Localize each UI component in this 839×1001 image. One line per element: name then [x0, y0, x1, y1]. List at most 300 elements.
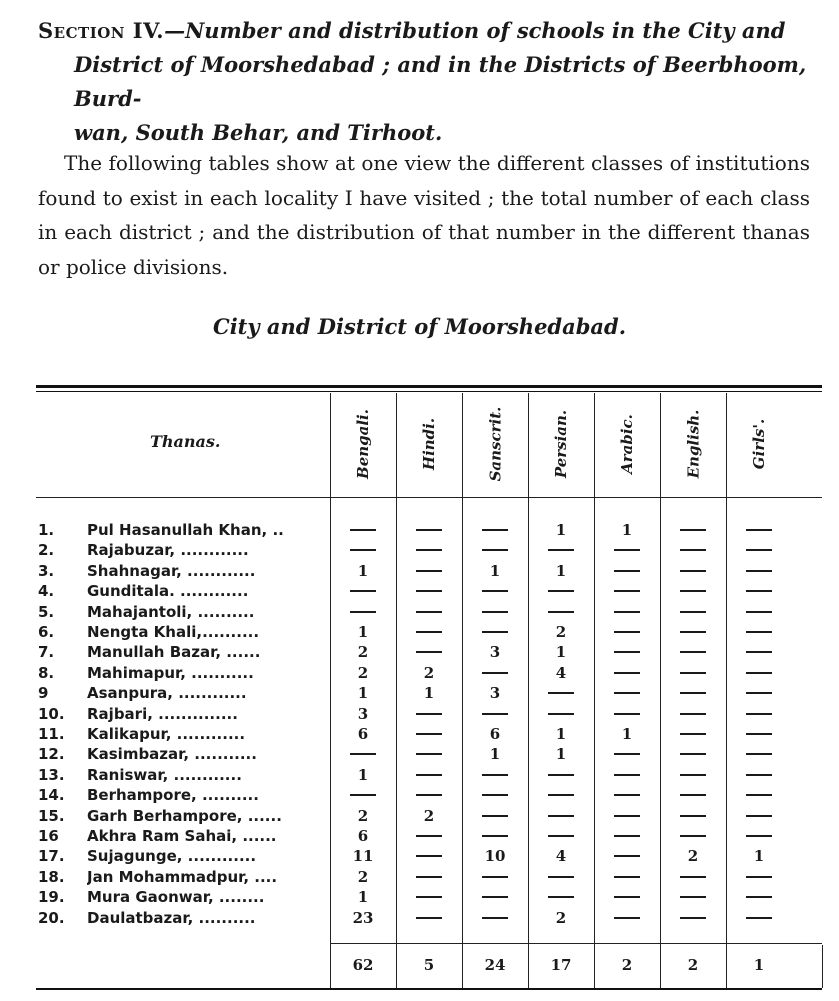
row-number: 12.: [38, 745, 65, 763]
cell-bengali: 62: [352, 956, 374, 974]
cell-persian: 1: [555, 643, 567, 661]
column-header-label: English.: [684, 409, 703, 479]
cell-sanscrit: [463, 521, 527, 539]
cell-bengali: 2: [357, 643, 369, 661]
cell-girls: [727, 521, 791, 539]
cell-english: [661, 582, 725, 600]
column-header-girls: [727, 392, 791, 496]
cell-bengali: 1: [357, 684, 369, 702]
dash-mark: [416, 549, 442, 551]
dash-mark: [416, 570, 442, 572]
dash-mark: [416, 774, 442, 776]
dash-mark: [614, 549, 640, 551]
cell-girls: [727, 705, 791, 723]
column-header-persian: [529, 392, 593, 496]
thana-name: Asanpura, ............: [87, 684, 247, 702]
cell-girls: [727, 623, 791, 641]
dash-mark: [482, 917, 508, 919]
cell-arabic: [595, 807, 659, 825]
cell-sanscrit: [463, 603, 527, 621]
cell-persian: [529, 868, 593, 886]
table-row: [0, 888, 839, 908]
dash-mark: [746, 713, 772, 715]
table-row: [0, 847, 839, 867]
cell-girls: [727, 827, 791, 845]
dash-mark: [614, 631, 640, 633]
cell-sanscrit: [463, 705, 527, 723]
dash-mark: [548, 794, 574, 796]
row-number: 19.: [38, 888, 65, 906]
cell-persian: 17: [550, 956, 572, 974]
cell-hindi: [397, 623, 461, 641]
cell-sanscrit: [463, 786, 527, 804]
table-header-rule: [36, 497, 822, 498]
dash-mark: [548, 549, 574, 551]
thana-name: Manullah Bazar, ......: [87, 643, 261, 661]
cell-english: [661, 888, 725, 906]
section-title-line-3: wan, South Behar, and Tirhoot.: [74, 120, 443, 145]
dash-mark: [680, 651, 706, 653]
thana-name: Garh Berhampore, ......: [87, 807, 282, 825]
cell-bengali: [331, 582, 395, 600]
dash-mark: [416, 855, 442, 857]
dash-mark: [746, 794, 772, 796]
dash-mark: [746, 876, 772, 878]
thana-name: Kasimbazar, ...........: [87, 745, 257, 763]
row-number: 9: [38, 684, 49, 702]
dash-mark: [680, 917, 706, 919]
cell-hindi: [397, 582, 461, 600]
dash-mark: [548, 713, 574, 715]
table-row: [0, 643, 839, 663]
cell-arabic: [595, 745, 659, 763]
thanas-column-header: Thanas.: [150, 432, 221, 451]
dash-mark: [614, 570, 640, 572]
dash-mark: [746, 631, 772, 633]
dash-mark: [680, 672, 706, 674]
cell-girls: [727, 582, 791, 600]
cell-sanscrit: [463, 766, 527, 784]
cell-bengali: [331, 541, 395, 559]
cell-english: [661, 684, 725, 702]
dash-mark: [614, 611, 640, 613]
dash-mark: [548, 876, 574, 878]
thana-name: Raniswar, ............: [87, 766, 242, 784]
cell-sanscrit: [463, 664, 527, 682]
cell-hindi: [397, 909, 461, 927]
row-number: 18.: [38, 868, 65, 886]
thana-name: Jan Mohammadpur, ....: [87, 868, 278, 886]
table-row: [0, 541, 839, 561]
column-header-label: Persian.: [552, 409, 571, 479]
cell-arabic: 1: [621, 521, 633, 539]
dash-mark: [746, 774, 772, 776]
dash-mark: [416, 917, 442, 919]
cell-persian: [529, 827, 593, 845]
dash-mark: [416, 733, 442, 735]
thana-name: Pul Hasanullah Khan, ..: [87, 521, 284, 539]
dash-mark: [416, 753, 442, 755]
cell-arabic: [595, 786, 659, 804]
dash-mark: [680, 570, 706, 572]
dash-mark: [746, 733, 772, 735]
cell-arabic: [595, 868, 659, 886]
dash-mark: [350, 529, 376, 531]
dash-mark: [746, 651, 772, 653]
cell-girls: [727, 664, 791, 682]
cell-arabic: [595, 827, 659, 845]
cell-persian: [529, 541, 593, 559]
dash-mark: [548, 815, 574, 817]
row-number: 10.: [38, 705, 65, 723]
cell-arabic: [595, 847, 659, 865]
cell-hindi: 5: [423, 956, 435, 974]
table-row: [0, 623, 839, 643]
dash-mark: [482, 896, 508, 898]
cell-english: [661, 745, 725, 763]
dash-mark: [614, 855, 640, 857]
cell-english: 2: [687, 847, 699, 865]
cell-persian: [529, 582, 593, 600]
dash-mark: [680, 692, 706, 694]
table-row: [0, 582, 839, 602]
dash-mark: [482, 549, 508, 551]
dash-mark: [614, 917, 640, 919]
cell-arabic: [595, 664, 659, 682]
cell-arabic: [595, 541, 659, 559]
dash-mark: [416, 896, 442, 898]
cell-arabic: [595, 603, 659, 621]
dash-mark: [416, 651, 442, 653]
cell-hindi: 2: [423, 664, 435, 682]
row-number: 13.: [38, 766, 65, 784]
dash-mark: [746, 672, 772, 674]
cell-persian: 1: [555, 745, 567, 763]
row-number: 15.: [38, 807, 65, 825]
dash-mark: [350, 794, 376, 796]
dash-mark: [680, 631, 706, 633]
cell-sanscrit: [463, 888, 527, 906]
table-row: [0, 684, 839, 704]
cell-arabic: [595, 909, 659, 927]
cell-arabic: [595, 766, 659, 784]
table-row: [0, 603, 839, 623]
dash-mark: [614, 590, 640, 592]
dash-mark: [614, 774, 640, 776]
cell-hindi: [397, 521, 461, 539]
cell-bengali: 1: [357, 623, 369, 641]
dash-mark: [548, 896, 574, 898]
row-number: 1.: [38, 521, 55, 539]
dash-mark: [482, 815, 508, 817]
table-row: [0, 521, 839, 541]
section-title-line-2: District of Moorshedabad ; and in the Districts of Beerbhoom, Burd-: [74, 52, 807, 111]
thana-name: Rajbari, ..............: [87, 705, 238, 723]
thana-name: Sujagunge, ............: [87, 847, 257, 865]
dash-mark: [680, 549, 706, 551]
cell-hindi: [397, 766, 461, 784]
cell-girls: [727, 868, 791, 886]
cell-persian: [529, 603, 593, 621]
row-number: 2.: [38, 541, 55, 559]
thana-name: Shahnagar, ............: [87, 562, 256, 580]
dash-mark: [416, 611, 442, 613]
cell-persian: 1: [555, 562, 567, 580]
cell-english: [661, 725, 725, 743]
dash-mark: [680, 896, 706, 898]
cell-english: [661, 705, 725, 723]
column-header-label: Hindi.: [420, 417, 438, 471]
table-row: [0, 766, 839, 786]
section-title-line-1: —Number and distribution of schools in the City and: [164, 18, 786, 43]
totals-row: [0, 956, 839, 978]
cell-sanscrit: [463, 807, 527, 825]
row-number: 20.: [38, 909, 65, 927]
dash-mark: [548, 692, 574, 694]
dash-mark: [482, 835, 508, 837]
cell-sanscrit: [463, 868, 527, 886]
cell-bengali: [331, 521, 395, 539]
dash-mark: [350, 753, 376, 755]
cell-bengali: 2: [357, 664, 369, 682]
dash-mark: [614, 876, 640, 878]
dash-mark: [746, 549, 772, 551]
cell-bengali: 23: [352, 909, 374, 927]
dash-mark: [350, 611, 376, 613]
dash-mark: [482, 774, 508, 776]
dash-mark: [548, 774, 574, 776]
thana-name: Daulatbazar, ..........: [87, 909, 256, 927]
table-row: [0, 664, 839, 684]
dash-mark: [614, 753, 640, 755]
thana-name: Berhampore, ..........: [87, 786, 259, 804]
cell-hindi: 1: [423, 684, 435, 702]
cell-persian: [529, 705, 593, 723]
dash-mark: [746, 692, 772, 694]
row-number: 4.: [38, 582, 55, 600]
cell-persian: [529, 786, 593, 804]
dash-mark: [680, 733, 706, 735]
dash-mark: [416, 876, 442, 878]
cell-english: [661, 786, 725, 804]
table-top-rule: [36, 385, 822, 388]
cell-sanscrit: 3: [489, 684, 501, 702]
dash-mark: [416, 631, 442, 633]
cell-english: [661, 909, 725, 927]
cell-girls: [727, 603, 791, 621]
table-row: [0, 807, 839, 827]
dash-mark: [746, 835, 772, 837]
cell-persian: [529, 766, 593, 784]
dash-mark: [482, 713, 508, 715]
cell-persian: [529, 888, 593, 906]
cell-girls: [727, 562, 791, 580]
cell-hindi: [397, 888, 461, 906]
cell-sanscrit: 6: [489, 725, 501, 743]
intro-paragraph: The following tables show at one view the different classes of institutions found to exist in each locality I have visited ; the total number of each class in each district ; and the distribution of that number in the different thanas or police divisions.: [38, 151, 810, 279]
cell-sanscrit: 1: [489, 562, 501, 580]
cell-bengali: [331, 745, 395, 763]
cell-girls: [727, 725, 791, 743]
cell-persian: 4: [555, 664, 567, 682]
cell-girls: [727, 766, 791, 784]
cell-sanscrit: 3: [489, 643, 501, 661]
dash-mark: [680, 611, 706, 613]
cell-persian: 2: [555, 623, 567, 641]
dash-mark: [680, 835, 706, 837]
table-bottom-rule: [36, 988, 822, 990]
cell-girls: [727, 888, 791, 906]
thana-name: Rajabuzar, ............: [87, 541, 249, 559]
table-row: [0, 562, 839, 582]
column-header-label: Sanscrit.: [486, 406, 505, 482]
cell-persian: 4: [555, 847, 567, 865]
cell-english: [661, 868, 725, 886]
cell-english: [661, 521, 725, 539]
dash-mark: [614, 672, 640, 674]
section-heading: [38, 14, 828, 150]
cell-girls: [727, 541, 791, 559]
row-number: 6.: [38, 623, 55, 641]
table-caption: City and District of Moorshedabad.: [212, 314, 627, 339]
cell-girls: [727, 745, 791, 763]
cell-bengali: 3: [357, 705, 369, 723]
row-number: 7.: [38, 643, 55, 661]
dash-mark: [548, 835, 574, 837]
dash-mark: [746, 611, 772, 613]
cell-hindi: [397, 868, 461, 886]
section-label: Section IV.: [38, 18, 165, 43]
dash-mark: [680, 774, 706, 776]
dash-mark: [482, 590, 508, 592]
row-number: 11.: [38, 725, 65, 743]
cell-persian: [529, 807, 593, 825]
cell-sanscrit: 1: [489, 745, 501, 763]
cell-hindi: [397, 603, 461, 621]
cell-bengali: [331, 603, 395, 621]
table-row: [0, 827, 839, 847]
thana-name: Nengta Khali,..........: [87, 623, 260, 641]
cell-english: [661, 807, 725, 825]
row-number: 8.: [38, 664, 55, 682]
dash-mark: [614, 835, 640, 837]
cell-bengali: 1: [357, 888, 369, 906]
dash-mark: [680, 815, 706, 817]
dash-mark: [746, 896, 772, 898]
row-number: 5.: [38, 603, 55, 621]
cell-girls: [727, 807, 791, 825]
dash-mark: [746, 590, 772, 592]
table-row: [0, 745, 839, 765]
row-number: 3.: [38, 562, 55, 580]
cell-persian: 1: [555, 725, 567, 743]
dash-mark: [416, 590, 442, 592]
cell-persian: 1: [555, 521, 567, 539]
cell-sanscrit: 24: [484, 956, 506, 974]
cell-girls: [727, 684, 791, 702]
dash-mark: [746, 570, 772, 572]
cell-bengali: 1: [357, 766, 369, 784]
cell-english: [661, 562, 725, 580]
dash-mark: [482, 794, 508, 796]
thana-name: Mura Gaonwar, ........: [87, 888, 265, 906]
cell-bengali: 1: [357, 562, 369, 580]
cell-sanscrit: 10: [484, 847, 506, 865]
row-number: 14.: [38, 786, 65, 804]
column-header-label: Arabic.: [618, 414, 636, 474]
table-row: [0, 909, 839, 929]
dash-mark: [614, 794, 640, 796]
cell-arabic: [595, 623, 659, 641]
cell-hindi: [397, 745, 461, 763]
cell-english: [661, 603, 725, 621]
cell-hindi: [397, 705, 461, 723]
dash-mark: [482, 611, 508, 613]
cell-english: 2: [687, 956, 699, 974]
dash-mark: [614, 713, 640, 715]
dash-mark: [416, 835, 442, 837]
cell-girls: 1: [753, 847, 765, 865]
dash-mark: [614, 651, 640, 653]
cell-bengali: 6: [357, 725, 369, 743]
cell-arabic: 2: [621, 956, 633, 974]
thana-name: Gunditala. ............: [87, 582, 249, 600]
column-header-hindi: [397, 392, 461, 496]
dash-mark: [614, 896, 640, 898]
row-number: 16: [38, 827, 59, 845]
cell-girls: [727, 643, 791, 661]
cell-hindi: [397, 643, 461, 661]
cell-arabic: [595, 684, 659, 702]
cell-english: [661, 664, 725, 682]
dash-mark: [482, 672, 508, 674]
dash-mark: [680, 590, 706, 592]
dash-mark: [416, 713, 442, 715]
cell-arabic: [595, 643, 659, 661]
thana-name: Kalikapur, ............: [87, 725, 246, 743]
cell-arabic: [595, 705, 659, 723]
cell-hindi: [397, 847, 461, 865]
cell-bengali: [331, 786, 395, 804]
row-number: 17.: [38, 847, 65, 865]
cell-english: [661, 766, 725, 784]
cell-english: [661, 623, 725, 641]
dash-mark: [416, 794, 442, 796]
dash-mark: [416, 529, 442, 531]
cell-girls: [727, 909, 791, 927]
cell-hindi: [397, 562, 461, 580]
thana-name: Akhra Ram Sahai, ......: [87, 827, 277, 845]
column-header-english: [661, 392, 725, 496]
cell-girls: 1: [753, 956, 765, 974]
dash-mark: [746, 815, 772, 817]
cell-sanscrit: [463, 541, 527, 559]
cell-bengali: 2: [357, 807, 369, 825]
dash-mark: [680, 529, 706, 531]
table-row: [0, 786, 839, 806]
cell-persian: [529, 684, 593, 702]
cell-sanscrit: [463, 909, 527, 927]
cell-arabic: 1: [621, 725, 633, 743]
column-header-label: Girls'.: [750, 418, 768, 470]
cell-english: [661, 827, 725, 845]
table-row: [0, 705, 839, 725]
dash-mark: [614, 692, 640, 694]
cell-sanscrit: [463, 582, 527, 600]
dash-mark: [482, 529, 508, 531]
cell-sanscrit: [463, 827, 527, 845]
cell-arabic: [595, 582, 659, 600]
